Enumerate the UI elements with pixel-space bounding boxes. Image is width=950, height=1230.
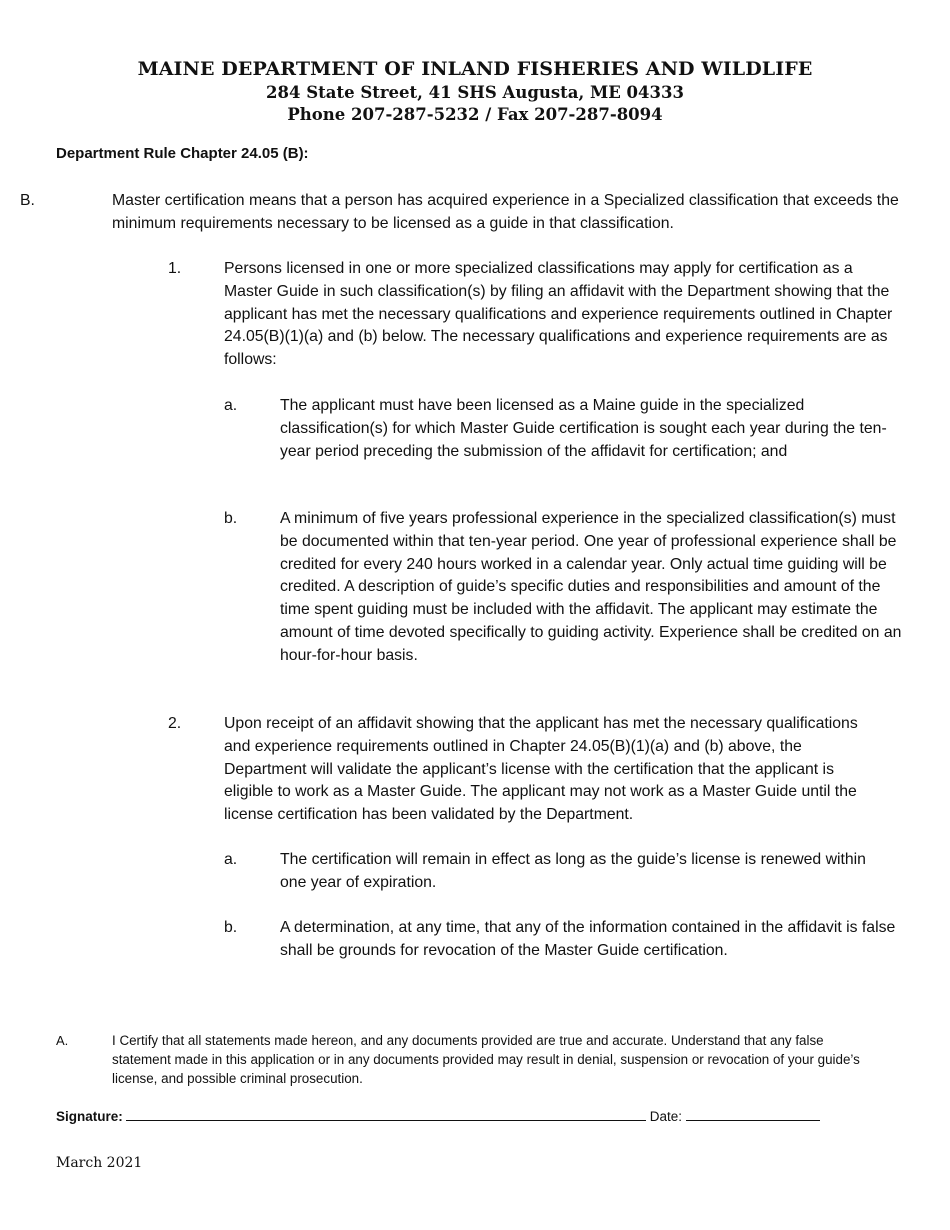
item-2b-marker: b.: [224, 919, 238, 936]
item-1b-marker: b.: [224, 510, 238, 527]
item-2b-text: A determination, at any time, that any of the information contained in the affidavit is false shall be grounds for revocation of the Master Guide certification.: [280, 919, 896, 959]
item-2a-marker: a.: [224, 851, 238, 868]
section-b-marker: B.: [20, 192, 35, 209]
agency-contact: Phone 207-287-5232 / Fax 207-287-8094: [287, 105, 663, 124]
certification-marker: A.: [56, 1033, 69, 1048]
item-1a-text: The applicant must have been licensed as a Maine guide in the specialized classification(s) for which Master Guide certification is sought each year during the ten-year period preceding the submission of the affidavit for certification; and: [280, 397, 887, 460]
revision-date: March 2021: [56, 1155, 143, 1171]
item-1a-marker: a.: [224, 397, 238, 414]
item-1-text: Persons licensed in one or more specialized classifications may apply for certification as a Master Guide in such classification(s) by filing an affidavit with the Department showing that the applicant has met the necessary qualifications and experience requirements outlined in Chapter 24.05(B)(1)(a) and (b) below. The necessary qualifications and experience requirements are as follows:: [224, 260, 893, 369]
date-label: Date:: [649, 1109, 683, 1124]
item-2-marker: 2.: [168, 715, 182, 732]
signature-field[interactable]: [126, 1106, 646, 1121]
rule-title: Department Rule Chapter 24.05 (B):: [56, 145, 309, 162]
date-field[interactable]: [686, 1106, 820, 1121]
agency-name: MAINE DEPARTMENT OF INLAND FISHERIES AND WILDLIFE: [137, 58, 813, 80]
item-1b-text: A minimum of five years professional experience in the specialized classification(s) must be documented within that ten-year period. One year of professional experience shall be credited for every 240 hours worked in a calendar year. Only actual time guiding will be credited. A description of guide’s specific duties and responsibilities and amount of the time spent guiding must be included with the affidavit. The applicant may estimate the amount of time devoted specifically to guiding activity. Experience shall be credited on an hour-for-hour basis.: [280, 510, 902, 664]
certification-text: I Certify that all statements made hereon, and any documents provided are true and accurate. Understand that any false statement made in this application or in any documents provided may result in denial, suspension or revocation of your guide’s license, and possible criminal prosecution.: [112, 1033, 860, 1086]
signature-label: Signature:: [56, 1109, 123, 1124]
item-1-marker: 1.: [168, 260, 182, 277]
section-b-text: Master certification means that a person has acquired experience in a Specialized classification that exceeds the minimum requirements necessary to be licensed as a guide in that classification.: [112, 192, 899, 232]
item-2-text: Upon receipt of an affidavit showing that the applicant has met the necessary qualifications and experience requirements outlined in Chapter 24.05(B)(1)(a) and (b) above, the Department will validate the applicant’s license with the certification that the applicant is eligible to work as a Master Guide. The applicant may not work as a Master Guide until the license certification has been validated by the Department.: [224, 715, 858, 824]
agency-address: 284 State Street, 41 SHS Augusta, ME 04333: [266, 83, 684, 102]
item-2a-text: The certification will remain in effect as long as the guide’s license is renewed within one year of expiration.: [280, 851, 866, 891]
signature-row: [56, 1106, 820, 1127]
letterhead: [0, 56, 950, 126]
